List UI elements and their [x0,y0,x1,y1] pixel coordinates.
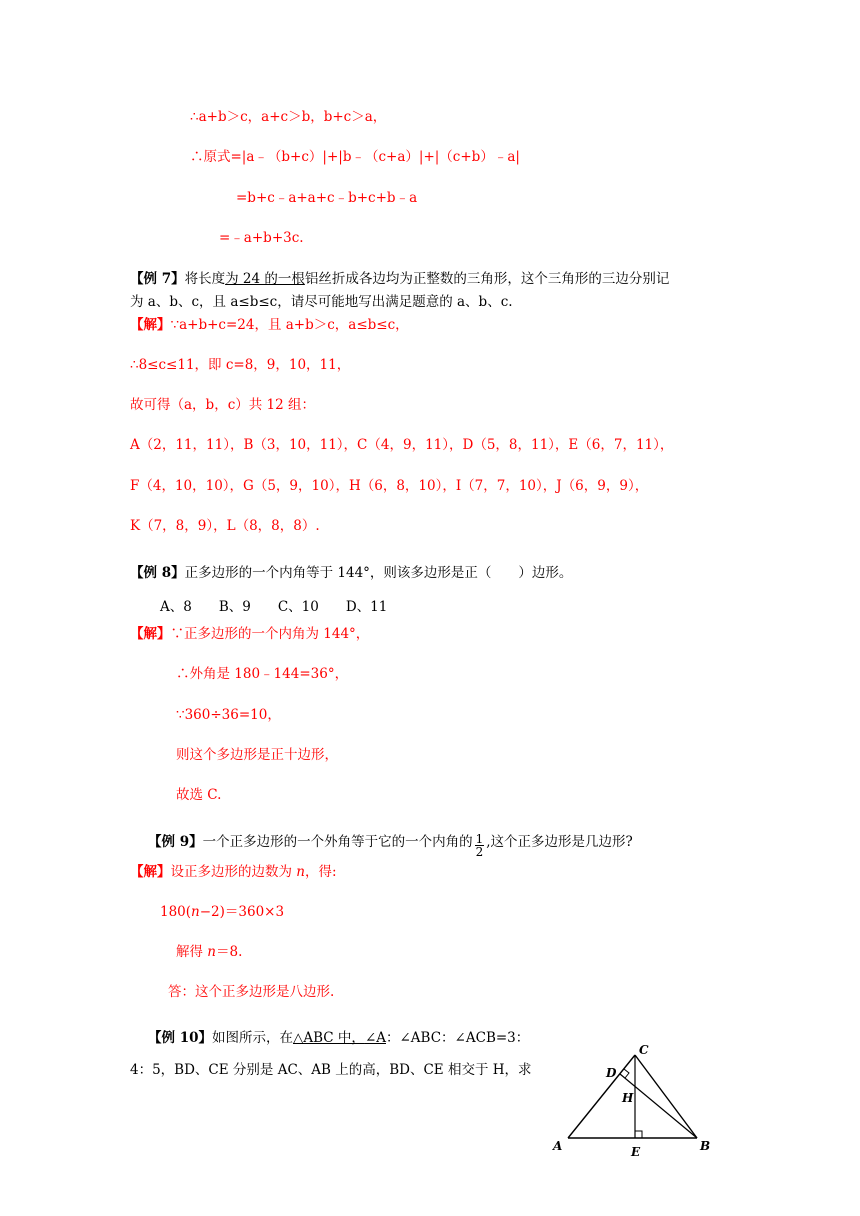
label-a: A [553,1139,563,1153]
one-half-fraction: $\frac{1}{2}$ [475,832,484,859]
ex9-tag: 【例 9】 [148,834,203,850]
ex7-solution-line-1: 【解】∵a+b+c=24，且 a+b＞c，a≤b≤c， [130,317,409,333]
ex8-solution-tag: 【解】 [130,626,171,642]
label-e: E [631,1145,641,1159]
ex8-options: A、8 B、9 C、10 D、11 [160,599,388,615]
ex9-answer: 答：这个正多边形是八边形. [168,984,335,1000]
ex8-solution-line-4: 则这个多边形是正十边形， [176,747,338,763]
ex6-line-3: =b+c﹣a+a+c﹣b+c+b﹣a [236,190,418,206]
ex8-solution-line-5: 故选 C. [176,787,222,803]
ex8-tag: 【例 8】 [130,565,185,581]
ex9-equation: 180(n−2)＝360×3 [160,904,285,920]
ex7-solution-line-3: 故可得（a，b，c）共 12 组： [130,397,316,413]
ex9-solution-tag: 【解】 [130,864,171,880]
ex7-tag: 【例 7】 [130,271,185,287]
ex6-line-2: ∴原式=|a﹣（b+c）|+|b﹣（c+a）|+|（c+b）﹣a| [190,149,520,165]
ex7-solution-line-5: F（4，10，10），G（5，9，10），H（6，8，10），I（7，7，10），J（6，9，9）， [130,478,649,494]
ex7-solution-tag: 【解】 [130,317,171,333]
ex8-solution-line-2: ∴外角是 180﹣144=36°， [176,666,349,682]
altitude-bd [620,1074,697,1138]
ex10-question-line-2: 4：5，BD、CE 分别是 AC、AB 上的高，BD、CE 相交于 H，求 [130,1062,532,1078]
ex7-solution-line-2: ∴8≤c≤11，即 c=8，9，10，11， [130,357,351,373]
ex7-question-line-1: 【例 7】将长度为 24 的一根铝丝折成各边均为正整数的三角形，这个三角形的三边分别记 [130,271,670,287]
ex7-question-line-2: 为 a、b、c，且 a≤b≤c，请尽可能地写出满足题意的 a、b、c. [130,294,513,310]
ex9-question: 【例 9】一个正多边形的一个外角等于它的一个内角的 $\frac{1}{2}$ ,这个正多边形是几边形? [148,832,633,859]
ex8-question: 【例 8】正多边形的一个内角等于 144°，则该多边形是正（ ）边形。 [130,565,573,581]
ex10-tag: 【例 10】 [148,1030,212,1046]
ex8-solution-line-1: 【解】∵正多边形的一个内角为 144°， [130,626,370,642]
label-b: B [700,1139,711,1153]
ex10-question-line-1: 【例 10】如图所示，在△ABC 中，∠A：∠ABC：∠ACB=3： [148,1030,530,1046]
label-c: C [639,1043,649,1057]
triangle-figure [545,1045,735,1165]
side-bc [635,1055,697,1138]
right-angle-d-mark [624,1069,629,1078]
ex6-line-4: =﹣a+b+3c. [219,230,304,246]
right-angle-e-mark [635,1131,642,1138]
label-h: H [622,1091,634,1105]
ex8-solution-line-3: ∵360÷36=10， [176,707,281,723]
ex7-solution-line-4: A（2，11，11），B（3，10，11），C（4，9，11），D（5，8，11），E（6，7，11）， [130,437,674,453]
ex7-solution-line-6: K（7，8，9），L（8，8，8）. [130,518,320,534]
label-d: D [606,1066,617,1080]
ex6-line-1: ∴a+b＞c，a+c＞b，b+c＞a， [190,109,387,125]
ex9-solution-line-3: 解得 n＝8. [176,944,243,960]
ex9-solution-line-1: 【解】设正多边形的边数为 n，得: [130,864,337,880]
